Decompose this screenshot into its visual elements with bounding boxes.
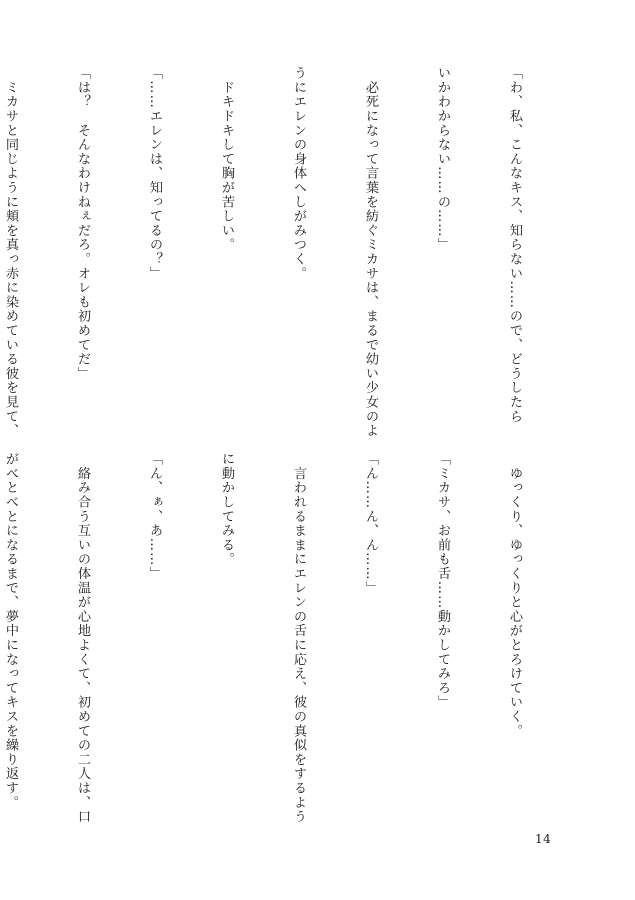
- text-line: ゆっくり、ゆっくりと心がとろけていく。: [507, 452, 522, 738]
- text-line: 絡み合う互いの体温が心地よくて、初めての二人は、口: [75, 452, 90, 824]
- text-line: 「は？ そんなわけねぇだろ。オレも初めてだ」: [75, 66, 90, 381]
- text-line: ドキドキして胸が苦しい。: [219, 66, 234, 252]
- text-line: うにエレンの身体へしがみつく。: [291, 66, 306, 281]
- page-number: 14: [535, 832, 552, 846]
- top-text-block: [3, 66, 574, 438]
- text-line: ミカサと同じように頬を真っ赤に染めている彼を見て、: [3, 66, 18, 438]
- text-line: いかわからない……の……」: [435, 66, 450, 252]
- text-line: 「わ、私、こんなキス、知らない……ので、どうしたら: [507, 66, 522, 424]
- text-line: がべとべとになるまで、夢中になってキスを繰り返す。: [3, 452, 18, 810]
- text-line: 言われるままにエレンの舌に応え、彼の真似をするよう: [291, 452, 306, 824]
- text-line: 「ミカサ、お前も舌……動かしてみろ」: [435, 452, 450, 710]
- text-line: 「ん、ぁ、あ……」: [147, 452, 162, 581]
- text-line: 「……エレンは、知ってるの？」: [147, 66, 162, 281]
- text-line: 「ん……ん、ん……」: [363, 452, 378, 595]
- text-line: 必死になって言葉を紡ぐミカサは、まるで幼い少女のよ: [363, 66, 378, 438]
- bottom-text-block: [3, 452, 574, 832]
- text-line: に動かしてみる。: [219, 452, 234, 567]
